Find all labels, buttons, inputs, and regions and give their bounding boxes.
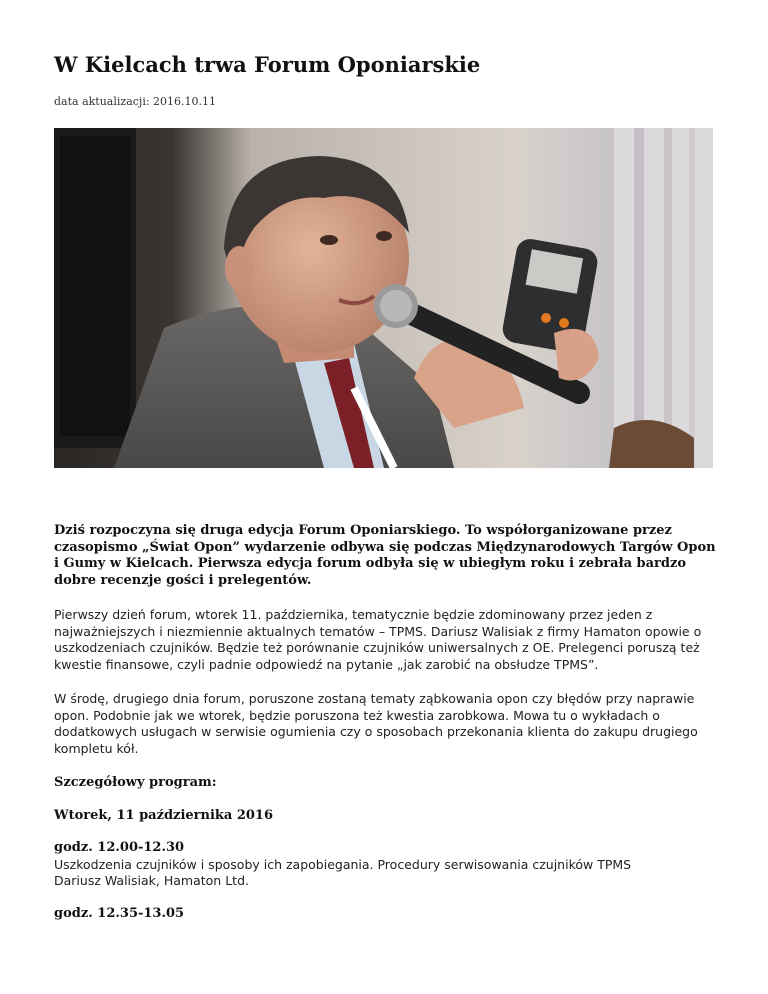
body-paragraph: Pierwszy dzień forum, wtorek 11. października, tematycznie będzie zdominowany przez jeden z najważniejszych i niezmiennie aktualnych tematów – TPMS. Dariusz Walisiak z firmy Hamaton opowie o uszkodzeniach czujników. Będzie też porównanie czujników uniwersalnych z OE. Prelegenci poruszą też kwestie finansowe, czyli padnie odpowiedź na pytanie „jak zarobić na obsłudze TPMS”. [54,607,702,672]
slot-speaker: Dariusz Walisiak, Hamaton Ltd. [54,873,249,888]
slot-time: godz. 12.00-12.30 [54,840,185,855]
body-paragraph: W środę, drugiego dnia forum, poruszone zostaną tematy ząbkowania opon czy błędów przy naprawie opon. Podobnie jak we wtorek, będzie poruszona też kwestia zarobkowa. Mowa tu o wykładach o dodatkowych usługach w serwisie ogumienia czy o sposobach przekonania klienta do zakupu drugiego kompletu kół. [54,691,698,756]
article-photo [54,128,713,468]
speaker-photo-illustration [54,128,713,468]
day-heading: Wtorek, 11 października 2016 [54,807,274,823]
article-title: W Kielcach trwa Forum Oponiarskie [54,52,481,77]
lead-paragraph: Dziś rozpoczyna się druga edycja Forum Oponiarskiego. To współorganizowane przez czasopismo „Świat Opon” wydarzenie odbywa się podczas Międzynarodowych Targów Opon i Gumy w Kielcach. Pierwsza edycja forum odbyła się w ubiegłym roku i zebrała bardzo dobre recenzje gości i prelegentów. [54,523,716,588]
update-date: data aktualizacji: 2016.10.11 [54,95,217,108]
slot-topic: Uszkodzenia czujników i sposoby ich zapobiegania. Procedury serwisowania czujników TPMS [54,856,632,872]
program-slot [54,906,718,923]
program-heading: Szczegółowy program: [54,775,217,790]
slot-time: godz. 12.35-13.05 [54,905,185,921]
program-slot [54,840,718,890]
article-body [54,523,718,938]
